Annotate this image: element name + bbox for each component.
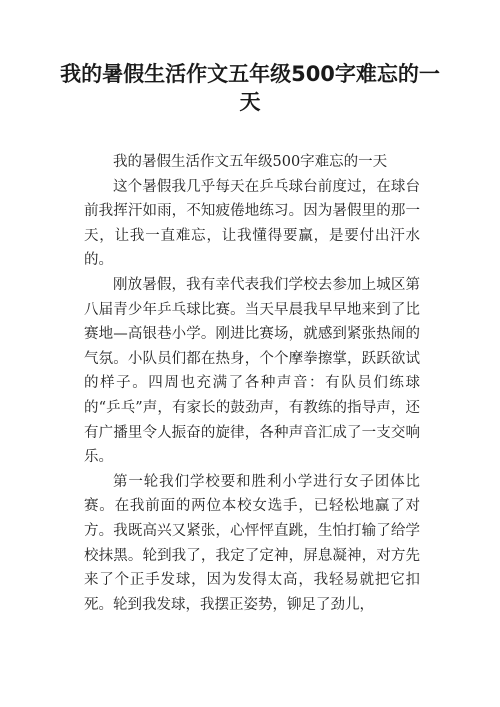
paragraph: 第一轮我们学校要和胜利小学进行女子团体比赛。在我前面的两位本校女选手，已轻松地赢了对方。我既高兴又紧张，心怦怦直跳，生怕打输了给学校抹黑。轮到我了，我定了定神，屏息凝神，对方先来了个正手发球，因为发得太高，我轻易就把它扣死。轮到我发球，我摆正姿势，铆足了劲儿， (84, 473, 420, 613)
document-body (84, 150, 420, 617)
paragraph: 刚放暑假，我有幸代表我们学校去参加上城区第八届青少年乒乓球比赛。当天早晨我早早地来到了比赛地—高银巷小学。刚进比赛场，就感到紧张热闹的气氛。小队员们都在热身，个个摩拳擦掌，跃跃欲试的样子。四周也充满了各种声音：有队员们练球的“乒乓”声，有家长的鼓劲声，有教练的指导声，还有广播里令人振奋的旋律，各种声音汇成了一支交响乐。 (84, 276, 420, 466)
paragraph: 我的暑假生活作文五年级500字难忘的一天 (113, 154, 388, 170)
document-title: 我的暑假生活作文五年级500字难忘的一天 (60, 62, 440, 114)
paragraph: 这个暑假我几乎每天在乒乓球台前度过，在球台前我挥汗如雨，不知疲倦地练习。因为暑假里的那一天，让我一直难忘，让我懂得要赢，是要付出汗水的。 (84, 178, 420, 269)
